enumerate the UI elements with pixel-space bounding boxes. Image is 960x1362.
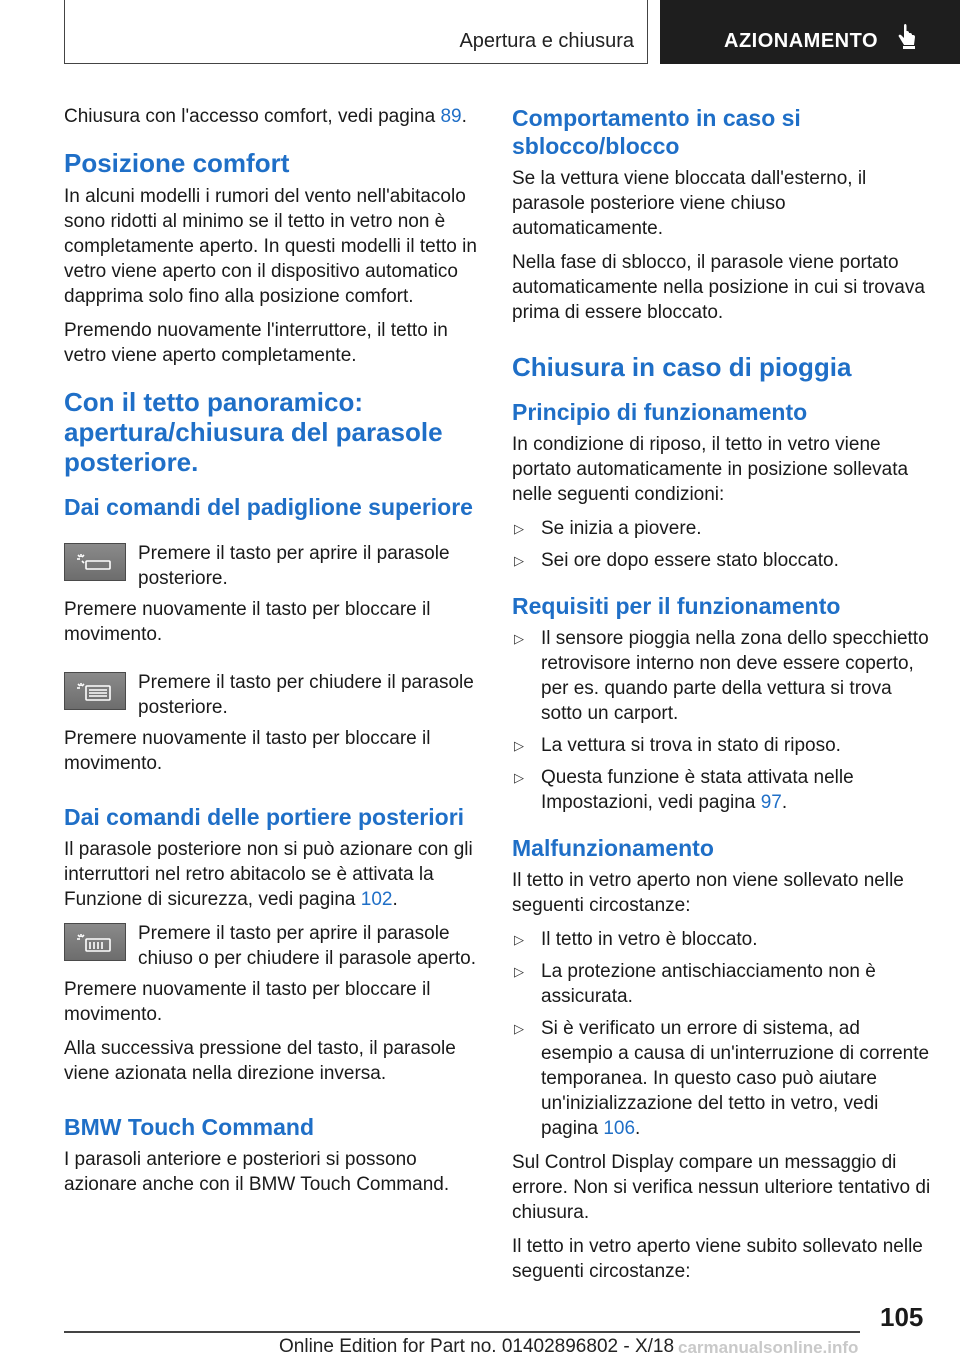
right-column (512, 104, 932, 1293)
principle-list (512, 516, 932, 573)
heading-touch-command: BMW Touch Command (64, 1114, 314, 1140)
button-row-rear (64, 921, 484, 971)
button-row-close (64, 670, 484, 720)
header-section-title: Apertura e chiusura (459, 30, 634, 52)
rear-sunshade-icon (75, 931, 115, 953)
malfunction-paragraph-1: Il tetto in vetro aperto non viene sollevato nelle seguenti circostanze: (512, 870, 904, 916)
button-row-open (64, 541, 484, 591)
button-rear-description: Premere il tasto per aprire il parasole chiuso o per chiudere il parasole aperto. (138, 923, 476, 969)
behaviour-paragraph-1: Se la vettura viene bloccata dall'esterno, il parasole posteriore viene chiuso automaticamente. (512, 168, 867, 239)
header-chapter-tab (660, 0, 960, 64)
triangle-bullet-icon: ▷ (514, 932, 524, 947)
heading-panoramic-roof: Con il tetto panoramico: apertura/chiusura del parasole posteriore. (64, 387, 443, 477)
list-item: ▷ La protezione antischiacciamento non è assicurata. (514, 961, 876, 1007)
sunshade-close-icon (75, 680, 115, 702)
heading-malfunction: Malfunzionamento (512, 835, 714, 861)
requirements-list (512, 626, 932, 815)
malfunction-paragraph-2: Sul Control Display compare un messaggio di errore. Non si verifica nessun ulteriore tentativo di chiusura. (512, 1152, 931, 1223)
malfunction-paragraph-3: Il tetto in vetro aperto viene subito sollevato nelle seguenti circostanze: (512, 1236, 923, 1282)
page-link-106[interactable]: 106 (603, 1118, 636, 1139)
triangle-bullet-icon: ▷ (514, 738, 524, 753)
triangle-bullet-icon: ▷ (514, 770, 524, 785)
stop-paragraph-3: Premere nuovamente il tasto per bloccare il movimento. (64, 979, 431, 1025)
intro-paragraph: Chiusura con l'accesso comfort, vedi pagina 89. (64, 106, 467, 127)
heading-rain-closing: Chiusura in caso di pioggia (512, 352, 852, 382)
footer-edition: Online Edition for Part no. 01402896802 - X/18 (279, 1336, 675, 1357)
chapter-tab-label: AZIONAMENTO (724, 30, 879, 52)
list-item: ▷ Sei ore dopo essere stato bloccato. (514, 550, 839, 571)
heading-roof-controls: Dai comandi del padiglione superiore (64, 494, 473, 520)
page-number: 105 (880, 1302, 924, 1332)
malfunction-list (512, 927, 932, 1141)
rear-controls-paragraph: Il parasole posteriore non si può azionare con gli interruttori nel retro abitacolo se è attivata la Funzione di sicurezza, vedi pagina 102. (64, 839, 473, 910)
triangle-bullet-icon: ▷ (514, 964, 524, 979)
triangle-bullet-icon: ▷ (514, 631, 524, 646)
heading-principle: Principio di funzionamento (512, 399, 808, 425)
triangle-bullet-icon: ▷ (514, 521, 524, 536)
reverse-direction-paragraph: Alla successiva pressione del tasto, il parasole viene azionata nella direzione inversa. (64, 1038, 456, 1084)
list-item: ▷ La vettura si trova in stato di riposo. (514, 735, 841, 756)
list-item: ▷ Il tetto in vetro è bloccato. (514, 929, 758, 950)
sunshade-open-button-image (64, 543, 126, 581)
stop-paragraph-1: Premere nuovamente il tasto per bloccare il movimento. (64, 599, 431, 645)
heading-rear-door-controls: Dai comandi delle portiere posteriori (64, 804, 465, 830)
hand-pointer-icon (896, 24, 918, 55)
page-link-89[interactable]: 89 (440, 106, 462, 127)
sunshade-open-icon (75, 551, 115, 573)
behaviour-paragraph-2: Nella fase di sblocco, il parasole viene portato automaticamente nella posizione in cui si trovava prima di essere bloccato. (512, 252, 925, 323)
heading-comfort-position: Posizione comfort (64, 148, 290, 178)
button-open-description: Premere il tasto per aprire il parasole posteriore. (138, 543, 450, 589)
heading-requirements: Requisiti per il funzionamento (512, 593, 841, 619)
heading-lock-behaviour: Comportamento in caso si sblocco/blocco (512, 105, 801, 159)
button-close-description: Premere il tasto per chiudere il parasole posteriore. (138, 672, 474, 718)
list-item: ▷ Se inizia a piovere. (514, 518, 702, 539)
footer-divider (64, 1331, 860, 1333)
list-item: ▷ Si è verificato un errore di sistema, ad esempio a causa di un'interruzione di corrente temporanea. In questo caso può aiutare un'inizializzazione del tetto in vetro, vedi pagina 106. (514, 1018, 930, 1139)
page-link-97[interactable]: 97 (760, 792, 782, 813)
touch-command-paragraph: I parasoli anteriore e posteriori si possono azionare anche con il BMW Touch Command. (64, 1149, 450, 1195)
page-link-102[interactable]: 102 (360, 889, 393, 910)
list-item: ▷ Il sensore pioggia nella zona dello specchietto retrovisore interno non deve essere coperto, per es. quando parte della vettura si trova sotto un carport. (514, 628, 929, 724)
sunshade-close-button-image (64, 672, 126, 710)
rear-sunshade-button-image (64, 923, 126, 961)
triangle-bullet-icon: ▷ (514, 1021, 524, 1036)
principle-paragraph: In condizione di riposo, il tetto in vetro viene portato automaticamente in posizione sollevata nelle seguenti condizioni: (512, 434, 909, 505)
watermark-text: carmanualsonline.info (678, 1338, 859, 1357)
list-item: ▷ Questa funzione è stata attivata nelle Impostazioni, vedi pagina 97. (514, 767, 854, 813)
comfort-paragraph-1: In alcuni modelli i rumori del vento nell'abitacolo sono ridotti al minimo se il tetto in vetro non è completamente aperto. In questi modelli il tetto in vetro viene aperto con il dispositivo automatico dapprima solo fino alla posizione comfort. (64, 186, 477, 307)
comfort-paragraph-2: Premendo nuovamente l'interruttore, il tetto in vetro viene aperto completamente. (64, 320, 448, 366)
triangle-bullet-icon: ▷ (514, 553, 524, 568)
stop-paragraph-2: Premere nuovamente il tasto per bloccare il movimento. (64, 728, 431, 774)
left-column (64, 104, 484, 1206)
